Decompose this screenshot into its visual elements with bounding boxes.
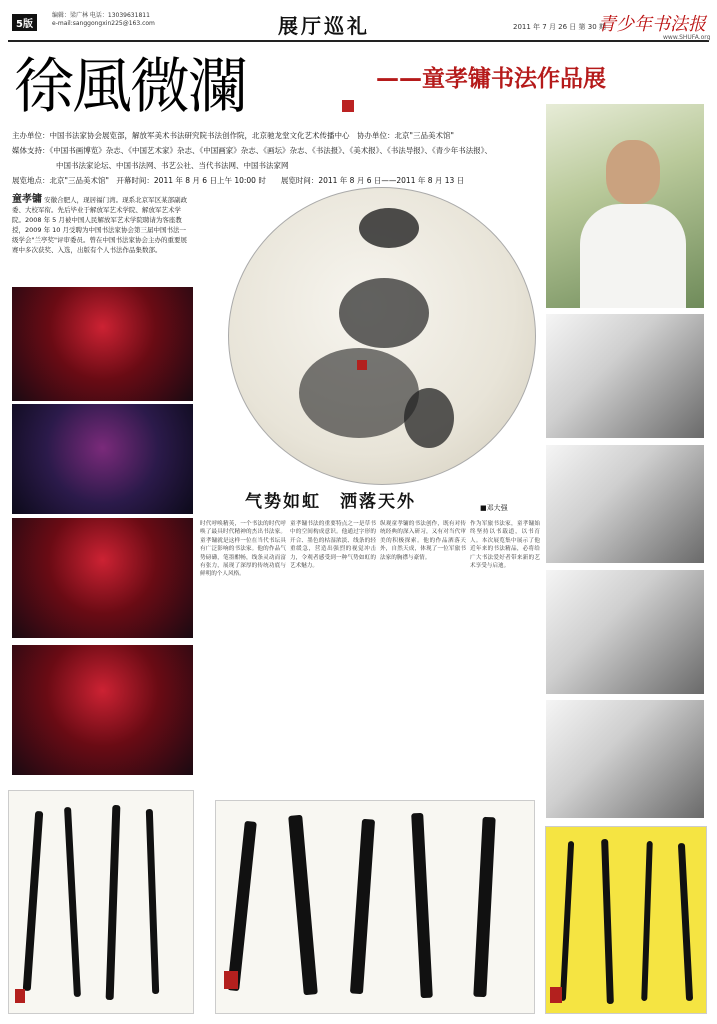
work-seal-icon [550, 987, 562, 1003]
editor-line: 编辑：梁广林 电话：13039631811 [52, 12, 150, 19]
issue-date: 2011 年 7 月 26 日 第 30 期 [513, 23, 606, 31]
section-title: 展厅巡礼 [278, 14, 370, 38]
ink-stroke [350, 819, 375, 994]
artist-name: 童孝镛 [12, 194, 42, 205]
ink-stroke [288, 815, 318, 996]
bio-text: 安徽合肥人，现居福门湾。现系北京军区某部副政委、大校军衔。先后毕业于解放军艺术学院、解放军艺术学院。2008 年 5 月被中国人民解放军艺术学院聘请为客座教授，2009 年 10 月受聘为中国书法家协会第三届中国书法一级学会"兰亭奖"评审委员。曾在中国书法家协会主办的重要展赛中多次获奖、入选，出版有个人书法作品集数部。 [12, 196, 188, 254]
article-author: ■邓大强 [480, 504, 508, 512]
venue-time: 展览地点：北京"三品美术馆" 开幕时间：2011 年 8 月 6 日上午 10:00 时 展览时间：2011 年 8 月 6 日——2011 年 8 月 13 日 [12, 176, 465, 185]
title-seal-icon [342, 100, 354, 112]
portrait-shirt [580, 204, 686, 308]
ink-stroke [560, 841, 574, 1001]
ink-blot [404, 388, 454, 448]
exhibition-subtitle: ——童孝镛书法作品展 [376, 66, 606, 92]
ink-stroke [411, 813, 433, 998]
ink-stroke [473, 817, 495, 997]
writing-photo-1 [546, 314, 704, 438]
ink-stroke [227, 821, 257, 991]
masthead-logo: 青少年书法报 [598, 14, 706, 35]
work-seal-icon [224, 971, 238, 989]
ink-stroke [106, 805, 121, 1000]
ink-blot [359, 208, 419, 248]
calligraphy-title: 徐風微瀾 [14, 52, 246, 122]
calligraphy-work-2 [215, 800, 535, 1014]
page-header [8, 8, 709, 42]
exhibition-info [12, 128, 542, 188]
writing-photo-2 [546, 445, 704, 563]
site-url: www.SHUFA.org [663, 34, 711, 41]
article-column-4: 作为军旅书法家，童孝镛始终坚持以书载道，以书育人。本次展览集中展示了他近年来的书法精品，必将给广大书法爱好者带来新的艺术享受与启迪。 [470, 521, 540, 570]
writing-photo-4 [546, 700, 704, 818]
stage-photo-1 [12, 287, 193, 401]
painting-seal-icon [357, 360, 367, 370]
ink-blot [339, 278, 429, 348]
article-column-1: 时代呼唤精英，一个书法的时代呼唤了最具时代精神的杰出书法家。童孝镛就是这样一位在当代书坛具有广泛影响的书法家。他的作品气势磅礴，笔墨酣畅，线条灵动而富有张力，展现了深厚的传统功底与鲜明的个人风格。 [200, 521, 286, 578]
writing-photo-3 [546, 570, 704, 694]
email-line: e-mail:sanggongxin225@163.com [52, 20, 155, 27]
ink-stroke [641, 841, 653, 1001]
portrait-photo [546, 104, 704, 308]
organizers: 主办单位：中国书法家协会展览部，解放军美术书法研究院书法创作院，北京驰龙堂文化艺术传播中心 协办单位：北京"三品美术馆" [12, 131, 454, 140]
ink-stroke [601, 839, 614, 1004]
calligraphy-work-1 [8, 790, 194, 1014]
article-column-3: 纵观童孝镛的书法创作，既有对传统经典的深入研习，又有对当代审美的积极探索。他的作品洒落天外，自然天成，体现了一位军旅书法家的胸襟与豪情。 [380, 521, 466, 561]
stage-photo-4 [12, 645, 193, 775]
work-seal-icon [15, 989, 25, 1003]
stage-photo-2 [12, 404, 193, 514]
ink-painting-circle [228, 187, 536, 485]
article-column-2: 童孝镛书法的重要特点之一是草书中的空间构成意识。他通过字形的开合、墨色的枯湿浓淡、线条的轻重缓急，营造出强烈的视觉冲击力，令观者感受到一种气势如虹的艺术魅力。 [290, 521, 376, 570]
article-title: 气势如虹 洒落天外 [245, 492, 416, 512]
ink-stroke [23, 811, 44, 991]
media-support-2: 中国书法家论坛、中国书法网、书艺公社、当代书法网、中国书法家网 [56, 161, 289, 170]
artist-bio [12, 195, 192, 255]
media-support: 媒体支持：《中国书画博览》杂志、《中国艺术家》杂志、《中国画家》杂志、《画坛》杂志、《书法报》、《美术报》、《书法导报》、《青少年书法报》、 [12, 146, 492, 155]
ink-stroke [146, 809, 159, 994]
ink-stroke [64, 807, 81, 997]
calligraphy-work-3 [545, 826, 707, 1014]
stage-photo-3 [12, 518, 193, 638]
portrait-face [606, 140, 660, 204]
ink-stroke [678, 843, 693, 1001]
editor-info [52, 12, 155, 28]
page-number: 5版 [12, 14, 37, 31]
